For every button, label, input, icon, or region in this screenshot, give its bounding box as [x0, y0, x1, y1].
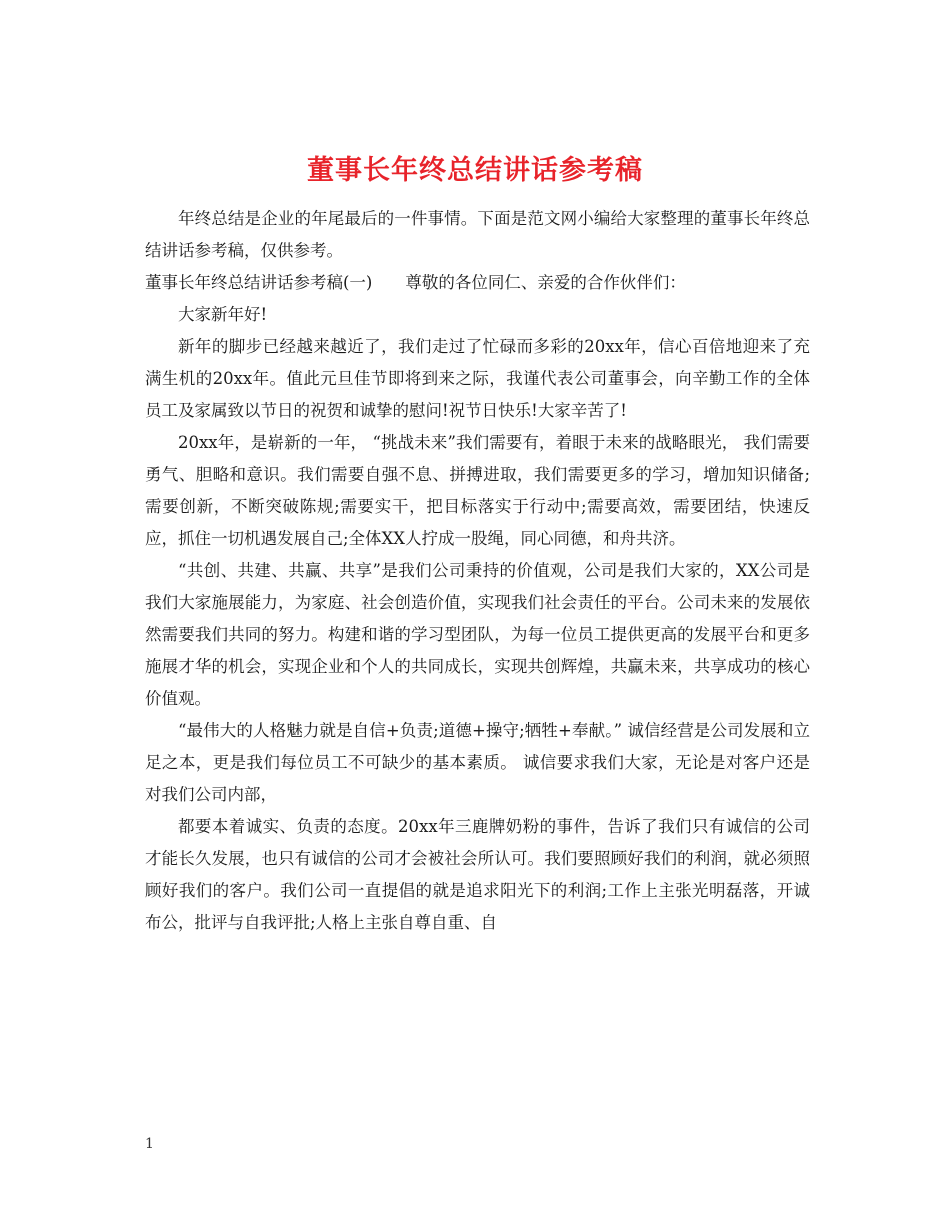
- body-paragraph: “共创、共建、共赢、共享”是我们公司秉持的价值观，公司是我们大家的，XX公司是我们大家施展能力，为家庭、社会创造价值，实现我们社会责任的平台。公司未来的发展依然需要我们共同的努力。构建和谐的学习型团队，为每一位员工提供更高的发展平台和更多施展才华的机会，实现企业和个人的共同成长，实现共创辉煌，共赢未来，共享成功的核心价值观。: [145, 561, 810, 708]
- intro-paragraph: 年终总结是企业的年尾最后的一件事情。下面是范文网小编给大家整理的董事长年终总结讲话参考稿，仅供参考。: [145, 209, 810, 260]
- body-paragraph: 新年的脚步已经越来越近了，我们走过了忙碌而多彩的20xx年，信心百倍地迎来了充满生机的20xx年。值此元旦佳节即将到来之际，我谨代表公司董事会，向辛勤工作的全体员工及家属致以节日的祝贺和诚挚的慰问!祝节日快乐!大家辛苦了!: [145, 337, 810, 420]
- body-paragraph: 都要本着诚实、负责的态度。20xx年三鹿牌奶粉的事件，告诉了我们只有诚信的公司才能长久发展，也只有诚信的公司才会被社会所认可。我们要照顾好我们的利润，就必须照顾好我们的客户。我们公司一直提倡的就是追求阳光下的利润;工作上主张光明磊落，开诚布公，批评与自我评批;人格上主张自尊自重、自: [145, 817, 810, 932]
- document-title: 董事长年终总结讲话参考稿: [307, 155, 643, 187]
- page-number: 1: [145, 1136, 154, 1152]
- section-heading-paragraph: 董事长年终总结讲话参考稿(一) 尊敬的各位同仁、亲爱的合作伙伴们：: [145, 273, 686, 292]
- body-paragraph: “最伟大的人格魅力就是自信+负责;道德+操守;牺牲+奉献。” 诚信经营是公司发展和立足之本，更是我们每位员工不可缺少的基本素质。 诚信要求我们大家，无论是对客户还是对我们公司内部，: [145, 721, 810, 804]
- body-paragraph: 20xx年，是崭新的一年， “挑战未来”我们需要有，着眼于未来的战略眼光， 我们需要勇气、胆略和意识。我们需要自强不息、拼搏进取，我们需要更多的学习，增加知识储备;需要创新，不断突破陈规;需要实干，把目标落实于行动中;需要高效，需要团结，快速反应，抓住一切机遇发展自己;全体XX人拧成一股绳，同心同德，和舟共济。: [145, 433, 810, 548]
- greeting-paragraph: 大家新年好!: [178, 305, 268, 324]
- document-body: [145, 203, 810, 939]
